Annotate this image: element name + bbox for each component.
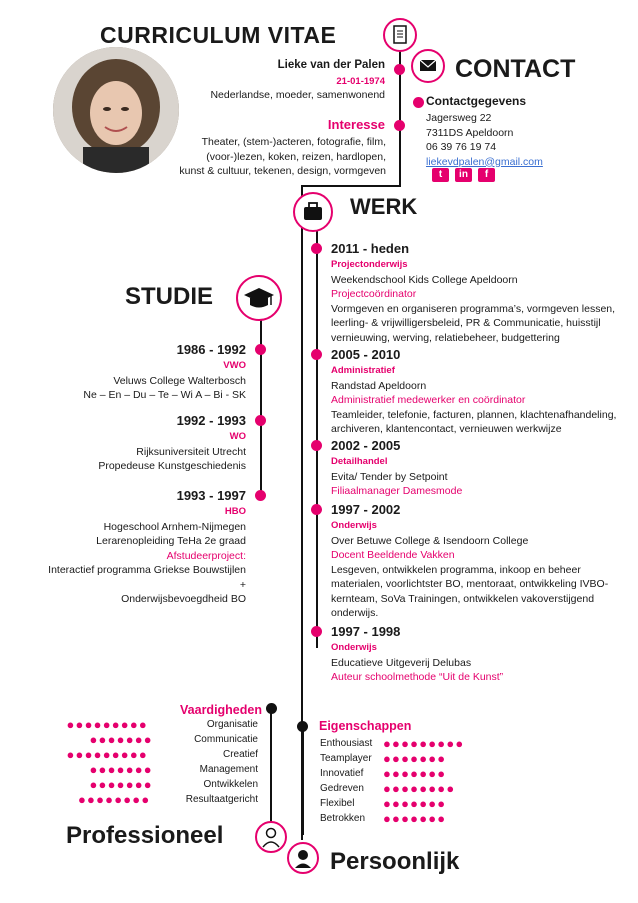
eigenschappen-dot — [297, 721, 308, 732]
werk-line: Over Betuwe College & Isendoorn College — [331, 534, 529, 547]
studie-period: 1992 - 1993 — [176, 413, 246, 428]
timeline-line-bottom-left — [270, 706, 272, 826]
skill-label: Organisatie — [206, 719, 258, 730]
trait-label: Flexibel — [320, 798, 355, 809]
studie-line: Ne – En – Du – Te – Wi A – Bi - SK — [83, 389, 246, 401]
personal-description: Nederlandse, moeder, samenwonend — [210, 89, 385, 101]
werk-entry — [331, 502, 631, 621]
graduation-cap-icon — [236, 275, 282, 321]
werk-line: Projectcoördinator — [331, 288, 417, 300]
professional-person-icon — [255, 821, 287, 853]
contact-phone: 06 39 76 19 74 — [426, 141, 497, 153]
interests-title: Interesse — [327, 117, 385, 132]
werk-line: Evita/ Tender by Setpoint — [331, 470, 448, 483]
skill-label: Ontwikkelen — [203, 779, 258, 790]
trait-level-dots: ●●●●●●● — [383, 766, 447, 781]
birthdate: 21-01-1974 — [336, 76, 385, 87]
eigenschappen-title: Eigenschappen — [319, 719, 412, 733]
studie-entry — [20, 413, 246, 474]
werk-entry — [331, 624, 631, 685]
name-dot — [394, 64, 405, 75]
facebook-icon[interactable]: f — [478, 168, 495, 182]
werk-line: Auteur schoolmethode “Uit de Kunst” — [331, 671, 504, 683]
studie-line: HBO — [224, 506, 246, 517]
werk-entry — [331, 438, 631, 499]
werk-line: Randstad Apeldoorn — [331, 379, 427, 392]
werk-line: Teamleider, telefonie, facturen, plannen, klachtenafhandeling, — [331, 408, 617, 421]
professioneel-title: Professioneel — [66, 822, 224, 849]
skill-level-dots: ●●●●●●● — [89, 762, 153, 777]
studie-details — [20, 430, 246, 474]
trait-label: Enthousiast — [320, 738, 373, 749]
studie-line: Interactief programma Griekse Bouwstijlen — [48, 564, 246, 576]
trait-label: Betrokken — [320, 813, 366, 824]
personal-person-icon — [287, 842, 319, 874]
werk-period: 2005 - 2010 — [331, 347, 401, 362]
studie-line: Veluws College Walterbosch — [113, 374, 246, 387]
werk-entry — [331, 347, 631, 437]
werk-details — [331, 455, 631, 499]
werk-line: Vormgeven en organiseren programma’s, vormgeven lessen, — [331, 302, 616, 315]
trait-label: Innovatief — [320, 768, 364, 779]
trait-level-dots: ●●●●●●● — [383, 811, 447, 826]
werk-line: Filiaalmanager Damesmode — [331, 485, 463, 497]
skill-label: Communicatie — [194, 734, 258, 745]
werk-line: Docent Beeldende Vakken — [331, 549, 455, 561]
studie-line: + — [239, 578, 246, 591]
briefcase-icon — [293, 192, 333, 232]
werk-line: Administratief — [331, 365, 395, 376]
werk-period: 2011 - heden — [331, 241, 410, 256]
werk-line: Educatieve Uitgeverij Delubas — [331, 656, 472, 669]
trait-level-dots: ●●●●●●●● — [383, 781, 456, 796]
studie-period: 1993 - 1997 — [176, 488, 246, 503]
twitter-icon[interactable]: t — [432, 168, 449, 182]
werk-entry-dot — [311, 349, 322, 360]
studie-period: 1986 - 1992 — [176, 342, 246, 357]
skill-level-dots: ●●●●●●● — [89, 777, 153, 792]
contact-email[interactable]: liekevdpalen@gmail.com — [426, 155, 543, 168]
studie-line: VWO — [223, 360, 246, 371]
linkedin-icon[interactable]: in — [455, 168, 472, 182]
person-name: Lieke van der Palen — [277, 59, 385, 71]
studie-entry-dot — [255, 344, 266, 355]
persoonlijk-title: Persoonlijk — [330, 848, 460, 875]
werk-entry-dot — [311, 504, 322, 515]
studie-details — [20, 505, 246, 607]
werk-line: Projectonderwijs — [331, 259, 408, 270]
skill-label: Creatief — [222, 749, 258, 760]
werk-period: 2002 - 2005 — [331, 438, 401, 453]
werk-line: Weekendschool Kids College Apeldoorn — [331, 273, 518, 286]
studie-entry — [20, 488, 246, 607]
werk-period: 1997 - 1998 — [331, 624, 401, 639]
cv-title: CURRICULUM VITAE — [100, 22, 337, 48]
studie-line: Onderwijsbevoegdheid BO — [121, 593, 246, 605]
werk-line: vernieuwing, werving, relatiebeheer, budgettering — [331, 331, 560, 344]
contact-city: 7311DS Apeldoorn — [426, 126, 514, 139]
werk-line: onderwijs. — [331, 607, 379, 619]
werk-period: 1997 - 2002 — [331, 502, 401, 517]
werk-line: kernteam, SoVa Trainingen, ontwikkelen vakoverstijgend — [331, 592, 595, 605]
werk-entry-dot — [311, 440, 322, 451]
studie-entry-dot — [255, 415, 266, 426]
studie-line: Propedeuse Kunstgeschiedenis — [98, 460, 246, 472]
interests-list: Theater, (stem-)acteren, fotografie, film, (voor-)lezen, koken, reizen, hardlopen, kunst & cultuur, tekenen, design, vormgeven — [179, 136, 386, 177]
skill-label: Management — [199, 764, 258, 775]
studie-entry-dot — [255, 490, 266, 501]
werk-line: materialen, voorlichtster BO, mentoraat, ontwikkeling IVBO- — [331, 578, 609, 590]
werk-line: archiveren, klantencontact, vernieuwen werkwijze — [331, 423, 562, 435]
timeline-line-bottom-right — [302, 725, 304, 835]
studie-details — [20, 359, 246, 403]
contact-subtitle: Contactgegevens — [426, 94, 527, 108]
skill-level-dots: ●●●●●●● — [89, 732, 153, 747]
trait-level-dots: ●●●●●●● — [383, 751, 447, 766]
trait-level-dots: ●●●●●●● — [383, 796, 447, 811]
werk-line: Detailhandel — [331, 456, 388, 467]
werk-line: leerling- & vrijwilligersbeleid, PR & Communicatie, huisstijl — [331, 317, 601, 329]
studie-title: STUDIE — [125, 283, 214, 310]
werk-title: WERK — [350, 194, 418, 219]
interests-dot — [394, 120, 405, 131]
werk-line: Lesgeven, ontwikkelen programma, inkoop en beheer — [331, 563, 581, 576]
studie-line: Rijksuniversiteit Utrecht — [136, 445, 246, 458]
werk-line: Onderwijs — [331, 642, 377, 653]
werk-line: Administratief medewerker en coördinator — [331, 394, 526, 406]
trait-label: Gedreven — [320, 783, 364, 794]
skill-level-dots: ●●●●●●●● — [78, 792, 151, 807]
trait-level-dots: ●●●●●●●●● — [383, 736, 465, 751]
skill-label: Resultaatgericht — [185, 794, 258, 805]
werk-entry — [331, 241, 631, 345]
vaardigheden-dot — [266, 703, 277, 714]
contact-title: CONTACT — [455, 55, 576, 83]
vaardigheden-title: Vaardigheden — [180, 703, 262, 717]
werk-details — [331, 641, 631, 685]
contact-street: Jagersweg 22 — [426, 112, 492, 124]
werk-details — [331, 258, 631, 345]
werk-entry-dot — [311, 626, 322, 637]
werk-entry-dot — [311, 243, 322, 254]
timeline-line-werk — [316, 228, 318, 648]
studie-entry — [20, 342, 246, 403]
skill-level-dots: ●●●●●●●●● — [66, 717, 148, 732]
contact-dot — [413, 97, 424, 108]
werk-line: Onderwijs — [331, 520, 377, 531]
werk-details — [331, 364, 631, 437]
studie-line: WO — [229, 431, 246, 442]
studie-line: Lerarenopleiding TeHa 2e graad — [96, 535, 246, 547]
timeline-line-connector — [301, 185, 401, 187]
document-icon — [383, 18, 417, 52]
trait-label: Teamplayer — [320, 753, 372, 764]
skill-level-dots: ●●●●●●●●● — [66, 747, 148, 762]
studie-line: Afstudeerproject: — [166, 549, 246, 562]
mail-icon — [411, 49, 445, 83]
werk-details — [331, 519, 631, 621]
studie-line: Hogeschool Arnhem-Nijmegen — [103, 520, 246, 533]
